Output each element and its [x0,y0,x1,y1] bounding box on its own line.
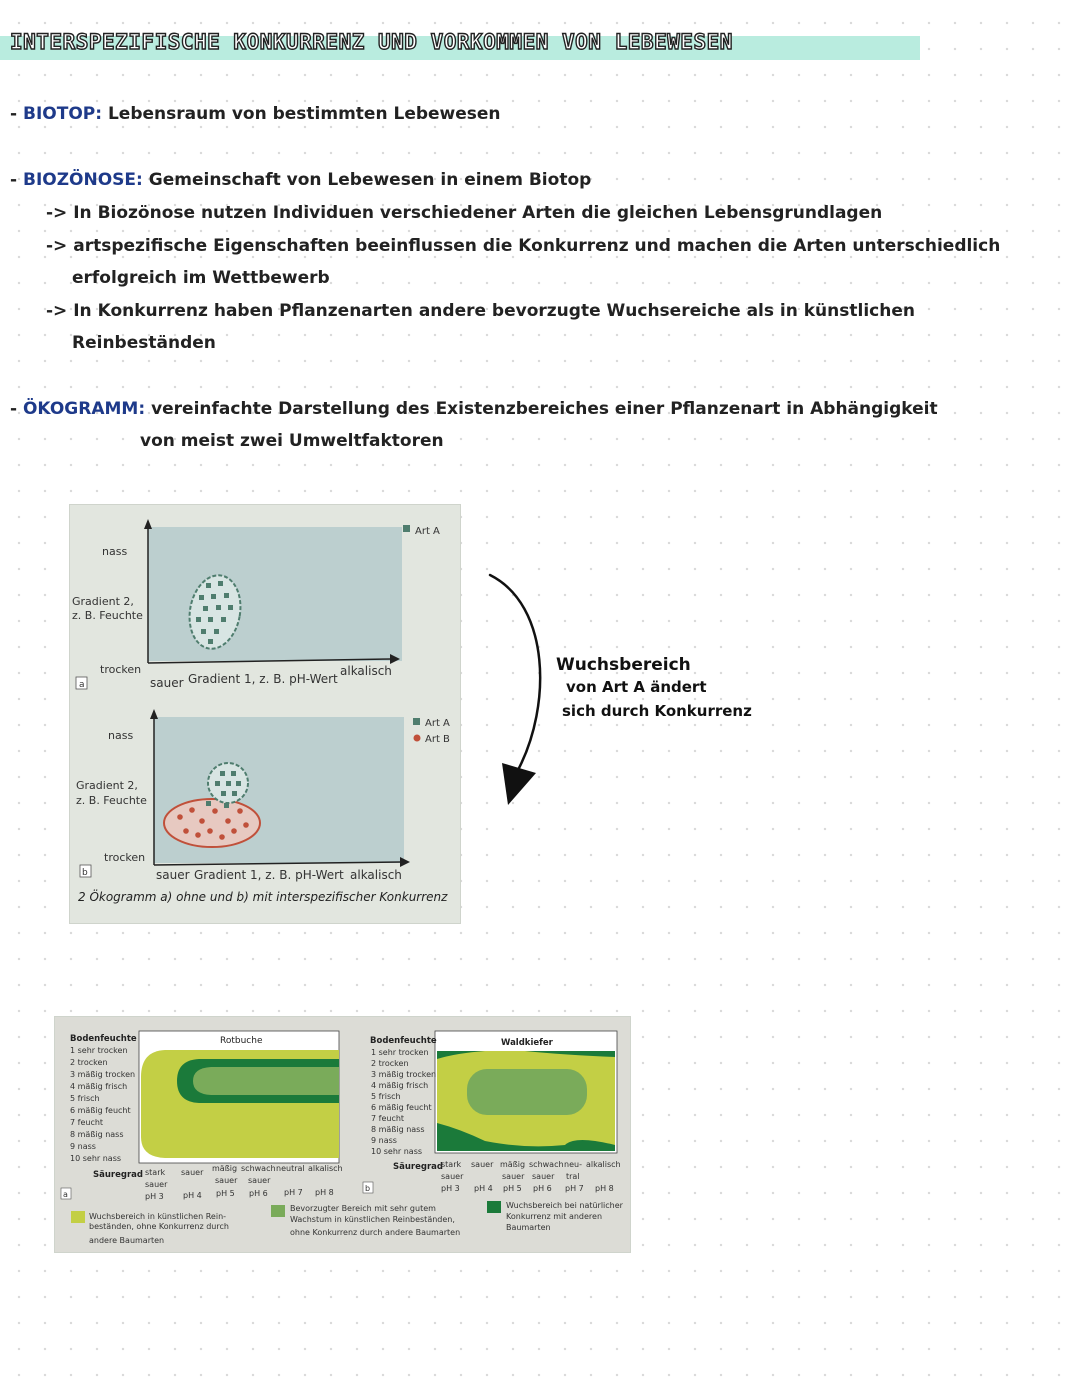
legend-natural-line-2: Konkurrenz mit anderen [506,1212,603,1221]
waldkiefer-x-sub-4: tral [566,1172,580,1181]
waldkiefer-x-cat-6: alkalisch [586,1160,621,1169]
rotbuche-preferred-range [193,1067,339,1095]
waldkiefer-x-sub-3: sauer [532,1172,555,1181]
panel-b-x-left: sauer [156,868,190,882]
panel-a-x-right: alkalisch [340,664,392,678]
biozoenose-point-3-cont: Reinbeständen [72,333,216,353]
rotbuche-y-level-9: 9 nass [70,1142,96,1151]
rotbuche-x-cat-1: stark [145,1168,166,1177]
panel-b-y-top: nass [108,729,134,742]
panel-a-legend-art-a: Art A [415,526,440,537]
waldkiefer-y-heading: Bodenfeuchte [370,1036,437,1046]
biotop-text: Lebensraum von bestimmten Lebewesen [107,104,501,124]
rotbuche-x-heading: Säuregrad [93,1170,143,1180]
waldkiefer-ph-5: pH 5 [503,1184,522,1193]
panel-b-y-bottom: trocken [104,851,146,864]
annotation-line-3: sich durch Konkurrenz [562,702,752,720]
biozoenose-point-2: -> artspezifische Eigenschaften beeinflussen die Konkurrenz und machen die Arten unterschiedlich [46,236,1001,256]
biozoenose-point-3: -> In Konkurrenz haben Pflanzenarten andere bevorzugte Wuchsereiche als in künstlichen [46,301,915,321]
rotbuche-x-sub-3: sauer [248,1176,271,1185]
rotbuche-y-level-10: 10 sehr nass [70,1154,122,1163]
waldkiefer-y-level-9: 9 nass [371,1136,397,1145]
waldkiefer-y-level-3: 3 mäßig trocken [371,1070,437,1079]
waldkiefer-ph-4: pH 4 [474,1184,493,1193]
legend-natural-line-3: Baumarten [506,1223,551,1232]
rotbuche-x-cat-4: schwach [241,1164,276,1173]
waldkiefer-ph-7: pH 7 [565,1184,584,1193]
waldkiefer-x-cat-2: sauer [471,1160,494,1169]
waldkiefer-tag: b [365,1184,371,1193]
legend-preferred-line-1: Bevorzugter Bereich mit sehr gutem [290,1204,436,1213]
rotbuche-tag: a [63,1190,68,1199]
legend-natural-line-1: Wuchsbereich bei natürlicher [506,1201,623,1210]
waldkiefer-ph-6: pH 6 [533,1184,552,1193]
rotbuche-ph-4: pH 4 [183,1191,202,1200]
rotbuche-x-cat-6: alkalisch [308,1164,343,1173]
legend-pure-line-1: Wuchsbereich in künstlichen Rein- [89,1212,227,1221]
biotop-term: BIOTOP: [22,104,103,124]
rotbuche-x-sub-1: sauer [145,1180,168,1189]
waldkiefer-x-cat-5: neu- [564,1160,582,1169]
waldkiefer-preferred-range [467,1069,587,1115]
panel-b-y-arrow [150,709,158,719]
waldkiefer-x-cat-1: stark [441,1160,462,1169]
biozoenose-line: - BIOZÖNOSE: Gemeinschaft von Lebewesen in einem Biotop [10,170,592,190]
biozoenose-text: Gemeinschaft von Lebewesen in einem Biotop [148,170,592,190]
annotation-line-1: Wuchsbereich [556,655,691,675]
waldkiefer-x-sub-2: sauer [502,1172,525,1181]
rotbuche-y-level-7: 7 feucht [70,1118,104,1127]
waldkiefer-y-level-10: 10 sehr nass [371,1147,423,1156]
rotbuche-y-level-5: 5 frisch [70,1094,100,1103]
rotbuche-x-cat-5: neutral [276,1164,305,1173]
panel-b-x-arrow [400,857,410,867]
waldkiefer-x-categories [441,1160,621,1193]
panel-b-x-label: Gradient 1, z. B. pH-Wert [194,868,344,882]
panel-a-y-label-1: Gradient 2, [72,595,134,608]
panel-a-y-arrow [144,519,152,529]
legend-preferred-swatch [271,1205,285,1217]
legend-preferred-line-3: ohne Konkurrenz durch andere Baumarten [290,1228,461,1237]
rotbuche-y-level-8: 8 mäßig nass [70,1130,124,1139]
biozoenose-point-2-cont: erfolgreich im Wettbewerb [72,268,330,288]
rotbuche-x-categories [145,1164,343,1201]
waldkiefer-x-cat-4: schwach [529,1160,564,1169]
rotbuche-x-cat-3: mäßig [212,1164,238,1173]
panel-b-legend-art-a: Art A [425,718,450,729]
biozoenose-point-1: -> In Biozönose nutzen Individuen verschiedener Arten die gleichen Lebensgrundlagen [46,203,883,223]
waldkiefer-ph-3: pH 3 [441,1184,460,1193]
rotbuche-title: Rotbuche [220,1036,263,1046]
waldkiefer-ph-8: pH 8 [595,1184,614,1193]
waldkiefer-x-sub-1: sauer [441,1172,464,1181]
oekogramm-text: vereinfachte Darstellung des Existenzbereiches einer Pflanzenart in Abhängigkeit [151,399,938,419]
figure-caption: 2 Ökogramm a) ohne und b) mit interspezifischer Konkurrenz [78,890,448,904]
legend-pure-text [89,1212,229,1245]
waldkiefer-y-level-1: 1 sehr trocken [371,1048,429,1057]
biotop-line: - BIOTOP: Lebensraum von bestimmten Lebewesen [10,104,501,124]
panel-a-y-label-2: z. B. Feuchte [72,609,143,622]
rotbuche-y-level-3: 3 mäßig trocken [70,1070,136,1079]
legend-b-art-b-swatch [414,735,421,742]
rotbuche-ph-7: pH 7 [284,1188,303,1197]
waldkiefer-y-level-8: 8 mäßig nass [371,1125,425,1134]
legend-pure-line-3: andere Baumarten [89,1236,165,1245]
panel-b-tag: b [82,868,88,878]
biozoenose-term: BIOZÖNOSE: [22,170,143,190]
legend-b-art-a-swatch [413,718,420,725]
legend-natural-text [506,1201,624,1232]
rotbuche-y-level-1: 1 sehr trocken [70,1046,128,1055]
panel-b-y-label-2: z. B. Feuchte [76,794,147,807]
panel-b-y-label-1: Gradient 2, [76,779,138,792]
legend-preferred-text [290,1204,460,1237]
oekogramm-text-cont: von meist zwei Umweltfaktoren [140,431,444,451]
panel-a-tag: a [79,680,85,690]
rotbuche-ph-5: pH 5 [216,1189,235,1198]
legend-a-swatch [403,525,410,532]
rotbuche-y-heading: Bodenfeuchte [70,1034,137,1044]
rotbuche-y-level-6: 6 mäßig feucht [70,1106,131,1115]
waldkiefer-title: Waldkiefer [501,1038,553,1048]
waldkiefer-x-heading: Säuregrad [393,1162,443,1172]
oekogramm-svg [70,505,460,923]
oekogramm-term: ÖKOGRAMM: [22,399,146,419]
rotbuche-y-level-2: 2 trocken [70,1058,108,1067]
tree-oekogramm-svg [55,1017,630,1252]
legend-pure-line-2: beständen, ohne Konkurrenz durch [89,1222,229,1231]
waldkiefer-y-level-6: 6 mäßig feucht [371,1103,432,1112]
rotbuche-y-levels [70,1046,135,1163]
panel-a-y-top: nass [102,545,128,558]
page-title: INTERSPEZIFISCHE KONKURRENZ UND VORKOMMEN VON LEBEWESEN [10,30,733,54]
rotbuche-x-cat-2: sauer [181,1168,204,1177]
oekogramm-line: - ÖKOGRAMM: vereinfachte Darstellung des Existenzbereiches einer Pflanzenart in Abhängigkeit [10,399,938,419]
panel-a-area [148,527,402,661]
panel-a-x-left: sauer [150,676,184,690]
waldkiefer-y-levels [371,1048,436,1156]
legend-pure-swatch [71,1211,85,1223]
oekogramm-figure [70,505,460,923]
panel-b-x-right: alkalisch [350,868,402,882]
panel-a-y-bottom: trocken [100,663,142,676]
waldkiefer-y-level-2: 2 trocken [371,1059,409,1068]
panel-b-legend-art-b: Art B [425,734,450,745]
annotation-line-2: von Art A ändert [566,678,707,696]
legend-natural-swatch [487,1201,501,1213]
rotbuche-y-level-4: 4 mäßig frisch [70,1082,128,1091]
waldkiefer-x-cat-3: mäßig [500,1160,526,1169]
rotbuche-ph-8: pH 8 [315,1188,334,1197]
rotbuche-x-sub-2: sauer [215,1176,238,1185]
waldkiefer-y-level-4: 4 mäßig frisch [371,1081,429,1090]
waldkiefer-y-level-5: 5 frisch [371,1092,401,1101]
rotbuche-ph-3: pH 3 [145,1192,164,1201]
hand-arrow-icon [480,565,560,815]
tree-oekogramm-figure [55,1017,630,1252]
legend-preferred-line-2: Wachstum in künstlichen Reinbeständen, [290,1215,455,1224]
rotbuche-ph-6: pH 6 [249,1189,268,1198]
waldkiefer-y-level-7: 7 feucht [371,1114,405,1123]
panel-a-x-label: Gradient 1, z. B. pH-Wert [188,672,338,686]
